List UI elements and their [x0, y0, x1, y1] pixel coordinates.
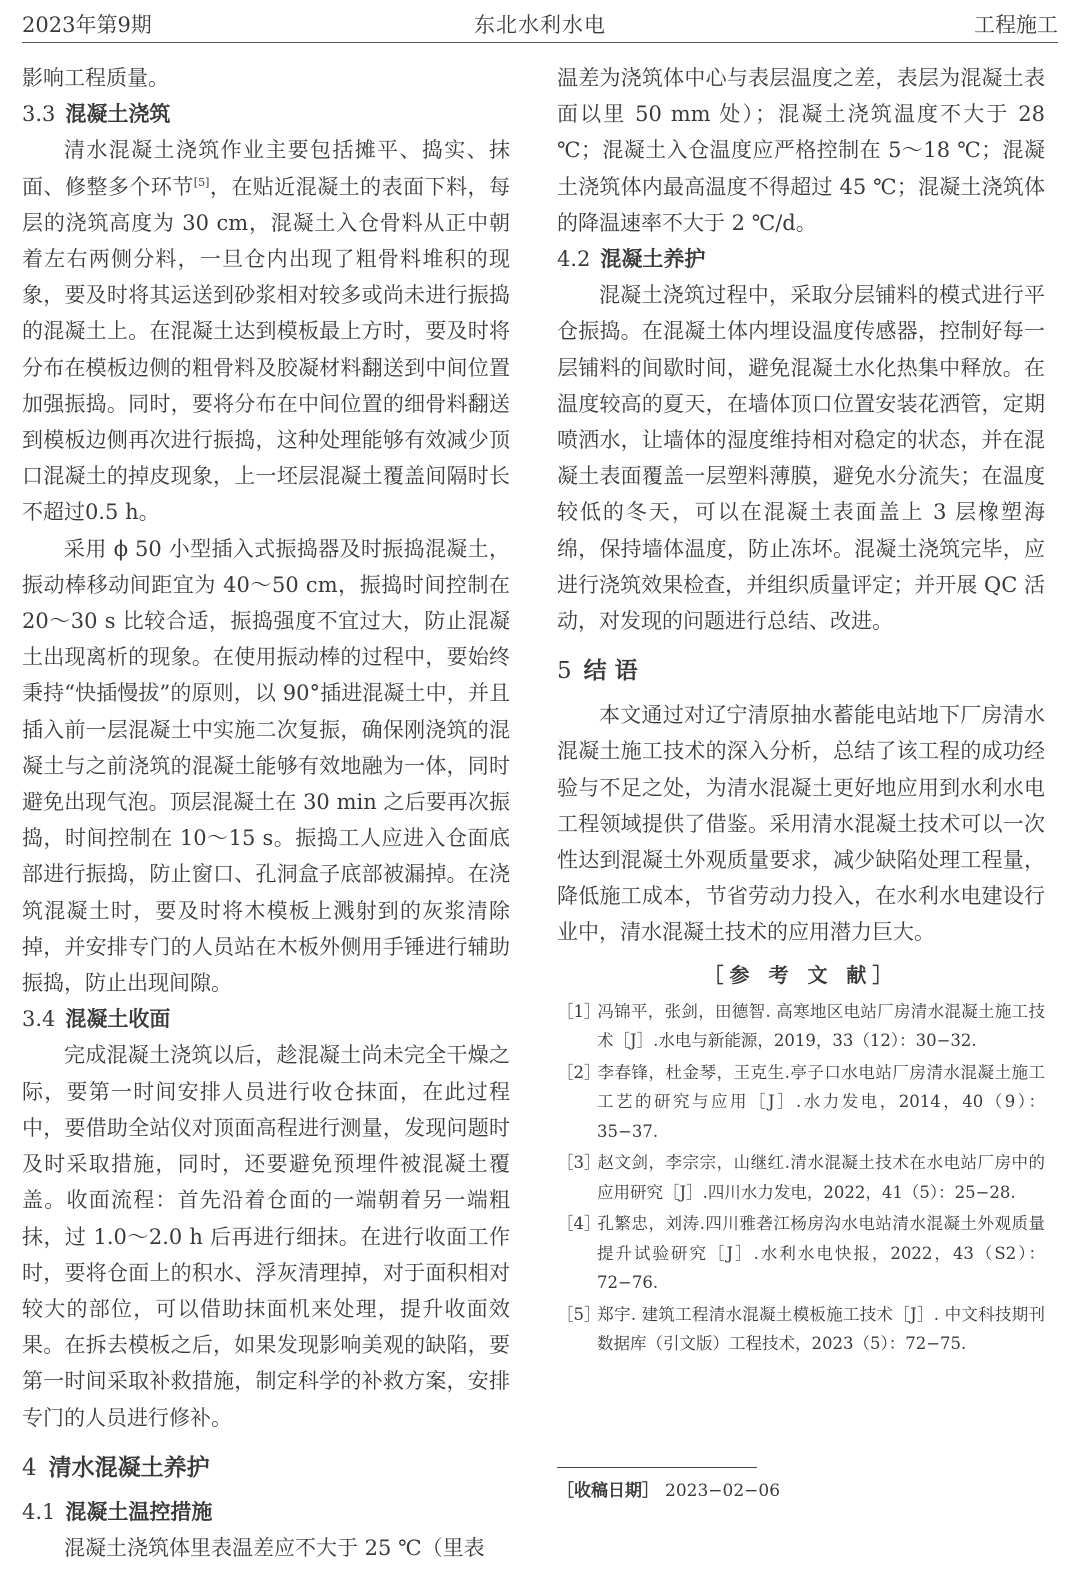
issue-label: 2023年第9期 [22, 13, 152, 37]
paragraph-pouring [22, 132, 510, 530]
section-number: 4 [22, 1454, 37, 1481]
paragraph-curing: 混凝土浇筑过程中，采取分层铺料的模式进行平仓振捣。在混凝土体内埋设温度传感器，控制好每一层铺料的间歇时间，避免混凝土水化热集中释放。在温度较高的夏天，在墙体顶口位置安装花洒管，定期喷洒水，让墙体的湿度维持相对稳定的状态，并在混凝土表面覆盖一层塑料薄膜，避免水分流失；在温度较低的冬天，可以在混凝土表面盖上 3 层橡塑海绵，保持墙体温度，防止冻坏。混凝土浇筑完毕，应进行浇筑效果检查，并组织质量评定；并开展 QC 活动，对发现的问题进行总结、改进。 [557, 283, 1045, 634]
section-title: 混凝土收面 [65, 1007, 171, 1032]
citation-mark: [5] [193, 175, 210, 189]
section-number: 4.2 [557, 247, 591, 272]
reference-number: ［3］ [557, 1153, 601, 1173]
section-number: 5 [557, 658, 572, 685]
section-number: 4.1 [22, 1499, 56, 1524]
paragraph-temperature-continued: 温差为浇筑体中心与表层温度之差，表层为混凝土表面以里 50 mm 处）；混凝土浇筑温度不大于 28 ℃；混凝土入仓温度应严格控制在 5～18 ℃；混凝土浇筑体内最高温度不得超过 45 ℃；混凝土浇筑体的降温速率不大于 2 ℃/d。 [557, 66, 1045, 235]
paragraph-conclusion: 本文通过对辽宁清原抽水蓄能电站地下厂房清水混凝土施工技术的深入分析，总结了该工程的成功经验与不足之处，为清水混凝土更好地应用到水利水电工程领域提供了借鉴。采用清水混凝土技术可以一次性达到混凝土外观质量要求，减少缺陷处理工程量，降低施工成本，节省劳动力投入，在水利水电建设行业中，清水混凝土技术的应用潜力巨大。 [557, 703, 1045, 945]
reference-text: 李春锋，杜金琴，王克生.亭子口水电站厂房清水混凝土施工工艺的研究与应用［J］.水力发电，2014，40（9）：35−37. [597, 1062, 1045, 1141]
reference-text: 冯锦平，张剑，田德智. 高寒地区电站厂房清水混凝土施工技术［J］.水电与新能源，2019，33（12）：30−32. [597, 1001, 1045, 1051]
section-title: 混凝土温控措施 [65, 1499, 213, 1524]
section-title: 混凝土浇筑 [65, 102, 171, 127]
received-date-note [557, 1467, 781, 1501]
section-heading-4 [22, 1448, 510, 1488]
reference-number: ［4］ [557, 1214, 601, 1234]
section-title: 混凝土养护 [600, 247, 706, 272]
reference-number: ［1］ [557, 1001, 601, 1021]
paragraph-text: 清水混凝土浇筑作业主要包括摊平、捣实、抹面、修整多个环节 [22, 138, 510, 199]
section-heading-4-1 [22, 1494, 510, 1530]
section-number: 3.3 [22, 102, 56, 127]
paragraph-vibration: 采用 ϕ 50 小型插入式振捣器及时振捣混凝土，振动棒移动间距宜为 40～50 cm，振捣时间控制在 20～30 s 比较合适，振捣强度不宜过大，防止混凝土出现离析的现象。在使用振动棒的过程中，要始终秉持“快插慢拔”的原则，以 90°插进混凝土中，并且插入前一层混凝土中实施二次复振，确保刚浇筑的混凝土与之前浇筑的混凝土能够有效地融为一体，同时避免出现气泡。顶层混凝土在 30 min 之后要再次振捣，时间控制在 10～15 s。振捣工人应进入仓面底部进行振捣，防止窗口、孔洞盒子底部被漏掉。在浇筑混凝土时，要及时将木模板上溅射到的灰浆清除掉，并安排专门的人员站在木板外侧用手锤进行辅助振捣，防止出现间隙。 [22, 536, 510, 996]
section-heading-3-4 [22, 1001, 510, 1037]
paragraph-text: ，在贴近混凝土的表面下料，每层的浇筑高度为 30 cm，混凝土入仓骨料从正中朝着左右两侧分料，一旦仓内出现了粗骨料堆积的现象，要及时将其运送到砂浆相对较多或尚未进行振捣的混凝土上。在混凝土达到模板最上方时，要及时将分布在模板边侧的粗骨料及胶凝材料翻送到中间位置加强振捣。同时，要将分布在中间位置的细骨料翻送到模板边侧再次进行振捣，这种处理能够有效减少顶口混凝土的掉皮现象，上一坯层混凝土覆盖间隔时长不超过0.5 h。 [22, 174, 511, 525]
reference-number: ［2］ [557, 1062, 601, 1082]
section-heading-4-2 [557, 241, 1045, 277]
reference-item [557, 1300, 1045, 1359]
references-list [557, 997, 1045, 1359]
section-title: 结 语 [583, 658, 638, 685]
paragraph-finishing: 完成混凝土浇筑以后，趁混凝土尚未完全干燥之际，要第一时间安排人员进行收仓抹面，在此过程中，要借助全站仪对顶面高程进行测量，发现问题时及时采取措施，同时，还要避免预埋件被混凝土覆盖。收面流程：首先沿着仓面的一端朝着另一端粗抹，过 1.0～2.0 h 后再进行细抹。在进行收面工作时，要将仓面上的积水、浮灰清理掉，对于面积相对较大的部位，可以借助抹面机来处理，提升收面效果。在拆去模板之后，如果发现影响美观的缺陷，要第一时间采取补救措施，制定科学的补救方案，安排专门的人员进行修补。 [22, 1043, 510, 1430]
reference-text: 郑宇. 建筑工程清水混凝土模板施工技术［J］. 中文科技期刊数据库（引文版）工程技术，2023（5）：72−75. [597, 1304, 1045, 1354]
received-date: 2023−02−06 [665, 1481, 781, 1501]
journal-name: 东北水利水电 [474, 13, 606, 37]
left-column [22, 60, 510, 1566]
section-heading-5 [557, 651, 1045, 691]
section-number: 3.4 [22, 1007, 56, 1032]
reference-item [557, 1148, 1045, 1207]
reference-item [557, 1209, 1045, 1298]
reference-text: 孔繁忠，刘涛.四川雅砻江杨房沟水电站清水混凝土外观质量提升试验研究［J］.水利水电快报，2022，43（S2）：72−76. [597, 1214, 1045, 1293]
paragraph-continued: 影响工程质量。 [22, 66, 169, 90]
reference-item [557, 997, 1045, 1056]
references-title: ［参 考 文 献］ [703, 962, 899, 987]
right-column [557, 60, 1045, 1361]
received-label: ［收稿日期］ [557, 1481, 659, 1501]
section-heading-3-3 [22, 96, 510, 132]
reference-text: 赵文剑，李宗宗，山继红.清水混凝土技术在水电站厂房中的应用研究［J］.四川水力发电，2022，41（5）：25−28. [597, 1153, 1045, 1202]
paragraph-temperature: 混凝土浇筑体里表温差应不大于 25 ℃（里表 [64, 1535, 485, 1560]
section-title: 清水混凝土养护 [48, 1454, 210, 1481]
section-label: 工程施工 [974, 13, 1058, 37]
reference-number: ［5］ [557, 1304, 601, 1324]
reference-item [557, 1058, 1045, 1147]
page-header [22, 8, 1058, 43]
